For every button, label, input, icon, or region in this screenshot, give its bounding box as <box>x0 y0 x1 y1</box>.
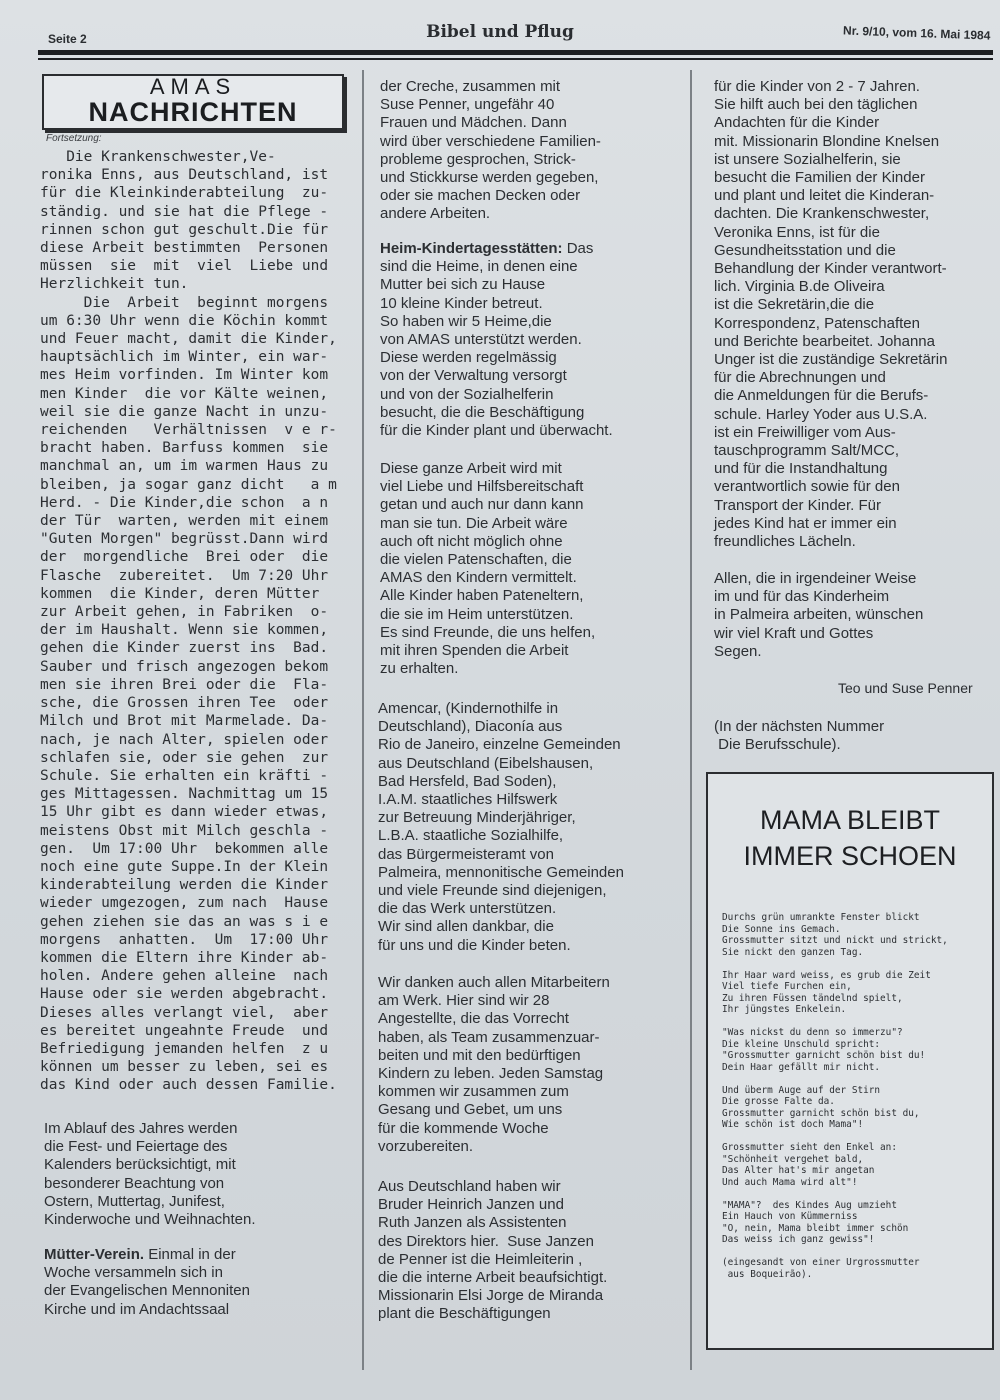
column-divider-2 <box>690 70 692 1370</box>
issue-date: Nr. 9/10, vom 16. Mai 1984 <box>842 23 991 43</box>
column2-para-arbeit: Diese ganze Arbeit wird mit viel Liebe und Hilfsbereitschaft getan und auch nur dann kann man sie tun. Die Arbeit wäre auch oft nicht möglich ohne die vielen Patenschaften, die AMAS den Kindern vermittelt. Alle Kinder haben Pateneltern, die sie im Heim unterstützen. Es sind Freunde, die uns helfen, mit ihren Spenden die Arbeit zu erhalten. <box>380 460 596 678</box>
page-number: Seite 2 <box>48 32 87 46</box>
column1-body: Die Krankenschwester,Ve- ronika Enns, aus Deutschland, ist für die Kleinkinderabteilung zu- ständig. und sie hat die Pflege - rinnen schon gut geschult.Die für diese Arbeit bestimmten Personen müssen sie mit viel Liebe und Herzlichkeit tun. Die Arbeit beginnt morgens um 6:30 Uhr wenn die Köchin kommt und Feuer macht, damit die Kinder, hauptsächlich im Winter, ein war- mes Heim vorfinden. Im Winter kom men Kinder die vor Kälte weinen, weil sie die ganze Nacht in unzu- reichenden Verhältnissen v e r- bracht haben. Barfuss kommen sie manchmal an, um im warmen Haus zu bleiben, ja sogar ganz dicht a m Herd. - Die Kinder,die schon a n der Tür warten, werden mit einem "Guten Morgen" begrüsst.Dann wird der morgendliche Brei oder die Flasche zubereitet. Um 7:20 Uhr kommen die Kinder, deren Mütter zur Arbeit gehen, in Fabriken o- der im Haushalt. Wenn sie kommen, gehen die Kinder zuerst ins Bad. Sauber und frisch angezogen bekom men sie ihren Brei oder die Fla- sche, die Grossen ihren Tee oder Milch und Brot mit Marmelade. Da- nach, je nach Alter, spielen oder schlafen sie, oder sie gehen zur Schule. Sie erhalten ein kräfti - ges Mittagessen. Nachmittag um 15 15 Uhr gibt es dann wieder etwas, meistens Obst mit Milch geschla - gen. Um 17:00 Uhr bekommen alle noch eine gute Suppe.In der Klein kinderabteilung werden die Kinder wieder umgezogen, zum nach Hause gehen ziehen sie das an was s i e morgens anhatten. Um 17:00 Uhr kommen die Eltern ihre Kinder ab- holen. Andere gehen alleine nach Hause oder sie werden abgebracht. Dieses alles verlangt viel, aber es bereitet ungeahnte Freude und Befriedigung jemanden helfen z u können um besser zu leben, sei es das Kind oder auch dessen Familie. <box>40 149 337 1094</box>
column2-para-mitarbeiter: Wir danken auch allen Mitarbeitern am Werk. Hier sind wir 28 Angestellte, die das Vorrecht haben, als Team zusammenzuar- beiten und mit den bedürftigen Kindern zu leben. Jeden Samstag kommen wir zusammen zum Gesang und Gebet, um uns für die kommende Woche vorzubereiten. <box>378 974 610 1155</box>
column1-muetter-verein <box>44 1246 250 1319</box>
column2-heim-section <box>380 240 613 440</box>
continuation-label: Fortsetzung: <box>46 133 102 144</box>
column-divider-1 <box>362 70 364 1370</box>
header-rule-thin <box>38 58 993 60</box>
author-signature: Teo und Suse Penner <box>838 680 973 696</box>
muetter-verein-heading: Mütter-Verein. <box>44 1246 145 1263</box>
column3-para-mitarbeiter: für die Kinder von 2 - 7 Jahren. Sie hilft auch bei den täglichen Andachten für die Kinder mit. Missionarin Blondine Knelsen ist unsere Sozialhelferin, sie besucht die Familien der Kinder und plant und leitet die Kinderan- dachten. Die Krankenschwester, Veronika Enns, ist für die Gesundheitsstation und die Behandlung der Kinder verantwort- lich. Virginia B.de Oliveira ist die Sekretärin,die die Korrespondenz, Patenschaften und Berichte bearbeitet. Johanna Unger ist die zuständige Sekretärin für die Abrechnungen und die Anmeldungen für die Berufs- schule. Harley Yoder aus U.S.A. ist ein Freiwilliger vom Aus- tauschprogramm Salt/MCC, und für die Instandhaltung verantwortlich sowie für den Transport der Kinder. Für jedes Kind hat er immer ein freundliches Lächeln. <box>714 78 948 551</box>
heim-kindertagesstaetten-heading: Heim-Kindertagesstätten: <box>380 240 563 257</box>
column2-para-creche: der Creche, zusammen mit Suse Penner, ungefähr 40 Frauen und Mädchen. Dann wird über verschiedene Familien- probleme gesprochen, Strick- und Stickkurse werden gegeben, oder sie machen Decken oder andere Arbeiten. <box>380 78 601 223</box>
poem-box <box>706 772 994 1350</box>
column3-para-segen: Allen, die in irgendeiner Weise im und für das Kinderheim in Palmeira arbeiten, wünschen wir viel Kraft und Gottes Segen. <box>714 570 924 660</box>
masthead-nachrichten: NACHRICHTEN <box>88 97 298 127</box>
amas-nachrichten-masthead <box>42 74 344 130</box>
masthead-amas: AMAS <box>149 74 237 99</box>
poem-text: Durchs grün umrankte Fenster blickt Die Sonne ins Gemach. Grossmutter sitzt und nickt und strickt, Sie nickt den ganzen Tag. Ihr Haar ward weiss, es grub die Zeit Viel tiefe Furchen ein, Zu ihren Füssen tändelnd spielt, Ihr jüngstes Enkelein. "Was nickst du denn so immerzu"? Die kleine Unschuld spricht: "Grossmutter garnicht schön bist du! Dein Haar gefällt mir nicht. Und überm Auge auf der Stirn Die grosse Falte da. Grossmutter garnicht schön bist du, Wie schön ist doch Mama"! Grossmutter sieht den Enkel an: "Schönheit vergehet bald, Das Alter hat's mir angetan Und auch Mama wird alt"! "MAMA"? des Kindes Aug umzieht Ein Hauch von Kümmerniss "O, nein, Mama bleibt immer schön Das weiss ich ganz gewiss"! (eingesandt von einer Urgrossmutter aus Boqueirão). <box>722 912 948 1280</box>
next-issue-note: (In der nächsten Nummer Die Berufsschule). <box>714 718 885 754</box>
poem-title: MAMA BLEIBT IMMER SCHOEN <box>743 805 957 871</box>
heim-kindertagesstaetten-text: Das sind die Heime, in denen eine Mutter bei sich zu Hause 10 kleine Kinder betreut. So haben wir 5 Heime,die von AMAS unterstützt werden. Diese werden regelmässig von der Verwaltung versorgt und von der Sozialhelferin besucht, die die Beschäftigung für die Kinder plant und überwacht. <box>380 240 613 440</box>
header-rule-thick <box>38 50 993 55</box>
newspaper-title: Bibel und Pflug <box>426 22 574 42</box>
column2-para-deutschland: Aus Deutschland haben wir Bruder Heinrich Janzen und Ruth Janzen als Assistenten des Direktors hier. Suse Janzen de Penner ist die Heimleiterin , die die interne Arbeit beaufsichtigt. Missionarin Elsi Jorge de Miranda plant die Beschäftigungen <box>378 1178 608 1323</box>
muetter-verein-text: Einmal in der Woche versammeln sich in der Evangelischen Mennoniten Kirche und im Andachtssaal <box>44 1246 250 1318</box>
column1-para-feiertage: Im Ablauf des Jahres werden die Fest- und Feiertage des Kalenders berücksichtigt, mit besonderer Beachtung von Ostern, Muttertag, Junifest, Kinderwoche und Weihnachten. <box>44 1120 256 1229</box>
column2-para-spender: Amencar, (Kindernothilfe in Deutschland), Diaconía aus Rio de Janeiro, einzelne Gemeinden aus Deutschland (Eibelshausen, Bad Hersfeld, Bad Soden), I.A.M. staatliches Hilfswerk zur Betreuung Minderjähriger, L.B.A. staatliche Sozialhilfe, das Bürgermeisteramt von Palmeira, mennonitische Gemeinden und viele Freunde sind diejenigen, die das Werk unterstützen. Wir sind allen dankbar, die für uns und die Kinder beten. <box>378 700 624 954</box>
